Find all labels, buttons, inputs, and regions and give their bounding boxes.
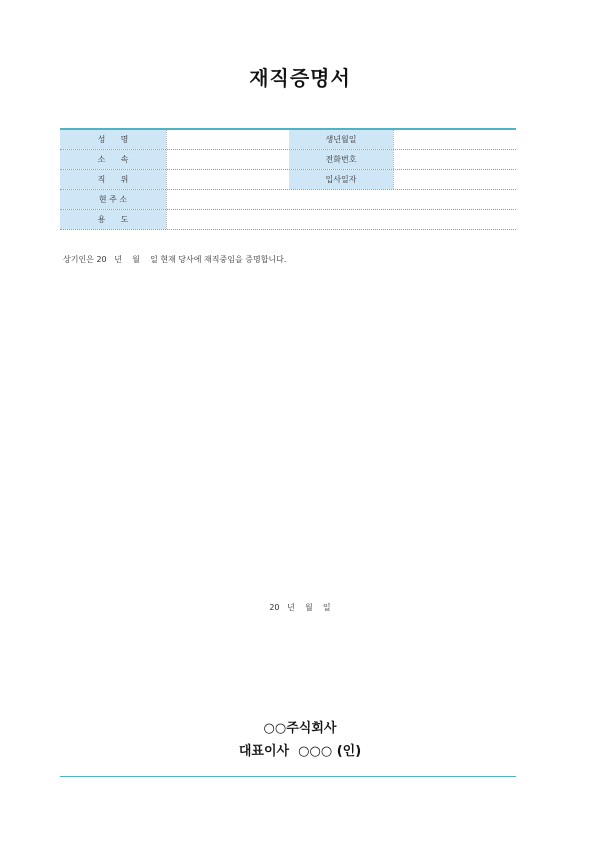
phone-label: 전화번호 bbox=[325, 155, 357, 164]
phone-value[interactable] bbox=[393, 150, 516, 169]
hire-date-label-cell bbox=[289, 170, 393, 189]
issue-date: 20 년 월 일 bbox=[269, 603, 331, 612]
table-row bbox=[60, 210, 516, 230]
birth-label-cell bbox=[289, 130, 393, 149]
company-name: ○○주식회사 bbox=[263, 721, 337, 736]
phone-label-cell bbox=[289, 150, 393, 169]
purpose-label: 용 도 bbox=[97, 215, 129, 224]
bottom-divider bbox=[60, 776, 516, 777]
department-label-cell bbox=[60, 150, 166, 169]
table-row bbox=[60, 130, 516, 150]
certification-statement: 상기인은 20 년 월 일 현재 당사에 재직중임을 증명합니다. bbox=[63, 255, 287, 264]
birth-label: 생년월일 bbox=[325, 135, 357, 144]
info-table bbox=[60, 130, 516, 230]
table-row bbox=[60, 190, 516, 210]
address-value[interactable] bbox=[166, 190, 516, 209]
position-label: 직 위 bbox=[97, 175, 129, 184]
representative-signature: 대표이사 ○○○ (인) bbox=[238, 744, 362, 759]
hire-date-label: 입사일자 bbox=[325, 175, 357, 184]
name-value[interactable] bbox=[166, 130, 289, 149]
name-label-cell bbox=[60, 130, 166, 149]
name-label: 성 명 bbox=[97, 135, 129, 144]
department-value[interactable] bbox=[166, 150, 289, 169]
hire-date-value[interactable] bbox=[393, 170, 516, 189]
department-label: 소 속 bbox=[97, 155, 129, 164]
birth-value[interactable] bbox=[393, 130, 516, 149]
document-title: 재직증명서 bbox=[249, 66, 351, 90]
table-row bbox=[60, 150, 516, 170]
purpose-label-cell bbox=[60, 210, 166, 229]
address-label-cell bbox=[60, 190, 166, 209]
position-label-cell bbox=[60, 170, 166, 189]
position-value[interactable] bbox=[166, 170, 289, 189]
purpose-value[interactable] bbox=[166, 210, 516, 229]
address-label: 현 주 소 bbox=[98, 195, 128, 204]
table-row bbox=[60, 170, 516, 190]
